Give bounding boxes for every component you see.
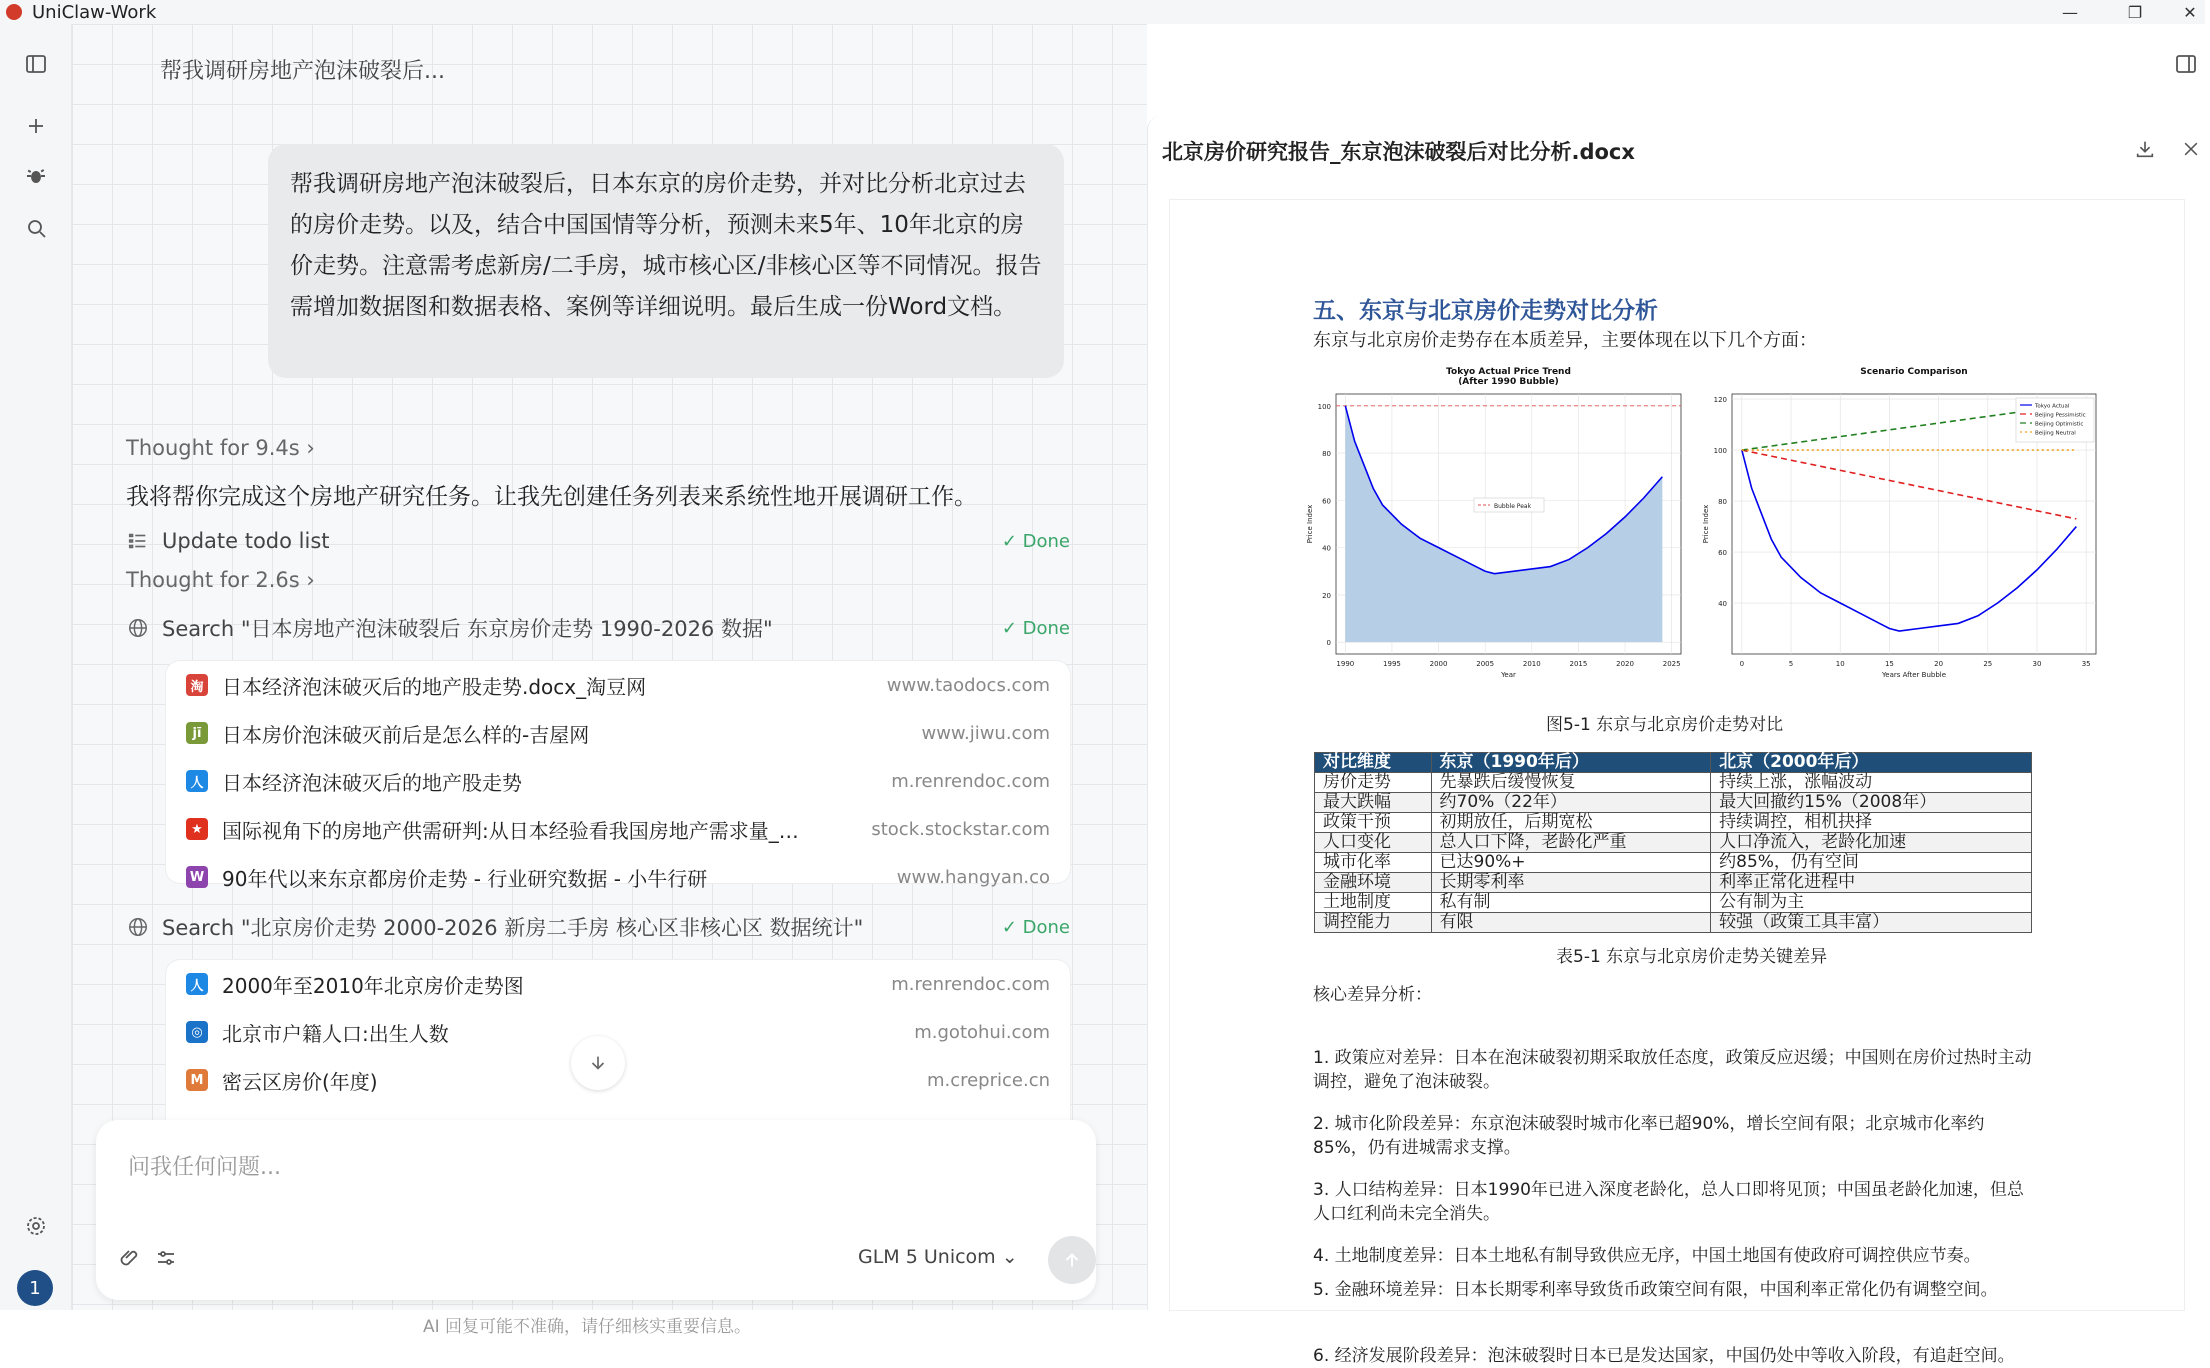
restore-icon[interactable]: ❐ <box>2127 2 2143 22</box>
x-tick-label: 2005 <box>1476 660 1495 668</box>
table-cell: 人口变化 <box>1315 833 1432 853</box>
search-result-item[interactable] <box>166 853 1070 901</box>
table-cell: 最大跌幅 <box>1315 793 1432 813</box>
table-cell: 约85%，仍有空间 <box>1711 853 2032 873</box>
table-row <box>1315 833 2032 853</box>
search-result-item[interactable] <box>166 709 1070 757</box>
search-1-done-status: ✓ Done <box>1001 617 1070 639</box>
table-cell: 初期放任，后期宽松 <box>1431 813 1711 833</box>
legend-entry: Beijing Optimistic <box>2035 421 2084 428</box>
todo-step-label: Update todo list <box>162 529 330 553</box>
table-cell: 约70%（22年） <box>1431 793 1711 813</box>
x-tick-label: 2025 <box>1662 660 1681 668</box>
table-cell: 房价走势 <box>1315 773 1432 793</box>
scroll-down-button[interactable] <box>571 1036 625 1090</box>
table-header-row <box>1315 753 2032 773</box>
x-tick-label: 30 <box>2032 660 2042 668</box>
search-result-title: 90年代以来东京都房价走势 - 行业研究数据 - 小牛行研 <box>222 866 708 891</box>
table-cell: 先暴跌后缓慢恢复 <box>1431 773 1711 793</box>
analysis-point: 3. 人口结构差异：日本1990年已进入深度老龄化，总人口即将见顶；中国虽老龄化加速，但总人口红利尚未完全消失。 <box>1313 1180 2024 1224</box>
left-rail <box>0 24 72 1310</box>
x-tick-label: 0 <box>1739 660 1745 668</box>
globe-icon <box>126 915 150 939</box>
composer <box>96 1120 1096 1300</box>
settings-gear-icon[interactable] <box>22 1212 50 1240</box>
search-step-2-label: Search "北京房价走势 2000-2026 新房二手房 核心区非核心区 数据统计" <box>162 916 864 940</box>
chat-input[interactable]: 问我任何问题... <box>128 1155 281 1180</box>
document-filename: 北京房价研究报告_东京泡沫破裂后对比分析.docx <box>1162 140 1635 164</box>
search-result-site: m.creprice.cn <box>926 1069 1050 1091</box>
table-cell: 利率正常化进程中 <box>1711 873 2032 893</box>
site-favicon-icon: 人 <box>186 770 208 792</box>
search-result-site: m.renrendoc.com <box>891 973 1050 995</box>
chat-title: 帮我调研房地产泡沫破裂后... <box>160 59 445 84</box>
table-row <box>1315 793 2032 813</box>
thought-summary-1[interactable]: Thought for 9.4s › <box>126 436 315 460</box>
y-tick-label: 80 <box>1718 498 1727 507</box>
scenario-comparison-chart <box>1700 364 2100 694</box>
document-preview-panel <box>1147 116 2205 1366</box>
legend-entry: Beijing Pessimistic <box>2035 412 2086 419</box>
y-tick-label: 120 <box>1713 396 1727 405</box>
analysis-point: 5. 金融环境差异：日本长期零利率导致货币政策空间有限，中国利率正常化仍有调整空间。 <box>1313 1280 1998 1300</box>
list-icon <box>126 529 150 553</box>
intro-paragraph: 东京与北京房价走势存在本质差异，主要体现在以下几个方面： <box>1313 330 1817 351</box>
table-row <box>1315 773 2032 793</box>
arrow-up-icon <box>1061 1249 1083 1271</box>
legend-entry: Tokyo Actual <box>2035 403 2070 410</box>
site-favicon-icon: jī <box>186 722 208 744</box>
y-tick-label: 100 <box>1317 402 1331 411</box>
search-result-site: www.hangyan.co <box>896 866 1050 888</box>
x-tick-label: 10 <box>1835 660 1845 668</box>
search-result-site: www.taodocs.com <box>886 674 1050 696</box>
search-result-site: www.jiwu.com <box>921 722 1050 744</box>
search-step-1[interactable] <box>126 611 1070 645</box>
table-cell: 有限 <box>1431 913 1711 933</box>
site-favicon-icon: 淘 <box>186 674 208 696</box>
attach-paperclip-icon[interactable] <box>116 1244 144 1272</box>
site-favicon-icon: ◎ <box>186 1021 208 1043</box>
x-tick-label: 5 <box>1788 660 1794 668</box>
table-cell: 调控能力 <box>1315 913 1432 933</box>
y-tick-label: 40 <box>1718 600 1727 609</box>
y-tick-label: 60 <box>1322 497 1331 506</box>
table-cell: 城市化率 <box>1315 853 1432 873</box>
comparison-table <box>1314 752 2032 933</box>
analysis-point: 6. 经济发展阶段差异：泡沫破裂时日本已是发达国家，中国仍处中等收入阶段，有追赶空间。 <box>1313 1346 2015 1366</box>
x-tick-label: 1995 <box>1383 660 1401 668</box>
search-step-2[interactable] <box>126 910 1070 944</box>
chat-area <box>72 24 1147 1337</box>
table-cell: 总人口下降，老龄化严重 <box>1431 833 1711 853</box>
user-avatar[interactable]: 1 <box>17 1270 53 1306</box>
panel-toggle-icon[interactable] <box>2174 52 2200 78</box>
app-title: UniClaw-Work <box>32 1 157 23</box>
sidebar-toggle-icon[interactable] <box>22 50 50 78</box>
title-bar <box>0 0 2205 24</box>
assistant-message: 我将帮你完成这个房地产研究任务。让我先创建任务列表来系统性地开展调研工作。 <box>126 484 977 510</box>
table-cell: 持续上涨，涨幅波动 <box>1711 773 2032 793</box>
table-cell: 长期零利率 <box>1431 873 1711 893</box>
site-favicon-icon: W <box>186 866 208 888</box>
user-message-bubble: 帮我调研房地产泡沫破裂后，日本东京的房价走势，并对比分析北京过去的房价走势。以及，结合中国国情等分析，预测未来5年、10年北京的房价走势。注意需考虑新房/二手房，城市核心区/非核心区等不同情况。报告需增加数据图和数据表格、案例等详细说明。最后生成一份Word文档。 <box>268 144 1064 378</box>
search-result-title: 2000年至2010年北京房价走势图 <box>222 973 524 998</box>
bug-icon[interactable] <box>22 162 50 190</box>
table-row <box>1315 913 2032 933</box>
x-tick-label: 2015 <box>1569 660 1588 668</box>
analysis-point: 1. 政策应对差异：日本在泡沫破裂初期采取放任态度，政策反应迟缓；中国则在房价过热时主动调控，避免了泡沫破裂。 <box>1313 1048 2032 1092</box>
model-selector[interactable]: GLM 5 Unicom ⌄ <box>858 1246 1018 1268</box>
disclaimer: AI 回复可能不准确，请仔细核实重要信息。 <box>423 1317 752 1337</box>
table-cell: 已达90%+ <box>1431 853 1711 873</box>
x-tick-label: 2020 <box>1616 660 1634 668</box>
tools-sliders-icon[interactable] <box>152 1244 180 1272</box>
search-result-item[interactable] <box>166 805 1070 853</box>
search-step-1-label: Search "日本房地产泡沫破裂后 东京房价走势 1990-2026 数据" <box>162 617 773 641</box>
y-tick-label: 80 <box>1322 450 1331 459</box>
x-tick-label: 2000 <box>1429 660 1448 668</box>
thought-summary-2[interactable]: Thought for 2.6s › <box>126 568 315 592</box>
table-cell: 持续调控，相机抉择 <box>1711 813 2032 833</box>
table-cell: 土地制度 <box>1315 893 1432 913</box>
search-result-site: stock.stockstar.com <box>871 818 1050 840</box>
arrow-down-icon <box>587 1052 609 1074</box>
new-chat-icon[interactable] <box>22 112 50 140</box>
minimize-icon[interactable]: — <box>2062 2 2078 22</box>
table-cell: 政策干预 <box>1315 813 1432 833</box>
x-tick-label: 25 <box>1983 660 1993 668</box>
search-result-title: 密云区房价(年度) <box>222 1069 378 1094</box>
close-window-icon[interactable]: ✕ <box>2183 2 2197 22</box>
table-cell: 最大回撤约15%（2008年） <box>1711 793 2032 813</box>
legend-entry: Bubble Peak <box>1494 503 1532 510</box>
search-result-title: 日本经济泡沫破灭后的地产股走势 <box>222 770 522 795</box>
table-header-cell: 北京（2000年后） <box>1711 753 2032 773</box>
analysis-title: 核心差异分析： <box>1313 985 1432 1005</box>
app-logo-icon <box>6 4 22 20</box>
y-axis-label: Price Index <box>1702 504 1710 544</box>
site-favicon-icon: M <box>186 1069 208 1091</box>
search-result-title: 国际视角下的房地产供需研判:从日本经验看我国房地产需求量_… <box>222 818 799 843</box>
search-result-item[interactable] <box>166 661 1070 709</box>
search-result-title: 日本经济泡沫破灭后的地产股走势.docx_淘豆网 <box>222 674 647 699</box>
search-2-done-status: ✓ Done <box>1001 916 1070 938</box>
table-row <box>1315 813 2032 833</box>
analysis-point: 2. 城市化阶段差异：东京泡沫破裂时城市化率已超90%，增长空间有限；北京城市化率约85%，仍有进城需求支撑。 <box>1313 1114 1985 1158</box>
table-row <box>1315 853 2032 873</box>
x-axis-label: Year <box>1501 671 1516 679</box>
site-favicon-icon: 人 <box>186 973 208 995</box>
search-result-title: 日本房价泡沫破灭前后是怎么样的-吉屋网 <box>222 722 590 747</box>
table-cell: 金融环境 <box>1315 873 1432 893</box>
table-row <box>1315 893 2032 913</box>
x-tick-label: 20 <box>1934 660 1944 668</box>
close-panel-icon[interactable] <box>2178 136 2204 162</box>
table-header-cell: 东京（1990年后） <box>1431 753 1711 773</box>
y-tick-label: 0 <box>1326 639 1331 648</box>
legend-entry: Beijing Neutral <box>2035 430 2076 437</box>
x-tick-label: 15 <box>1884 660 1894 668</box>
send-button[interactable] <box>1048 1236 1096 1284</box>
search-result-site: m.gotohui.com <box>914 1021 1050 1043</box>
tokyo-trend-chart <box>1308 364 1688 694</box>
table-cell: 公有制为主 <box>1711 893 2032 913</box>
y-tick-label: 60 <box>1718 549 1727 558</box>
x-axis-label: Years After Bubble <box>1881 671 1947 679</box>
table-cell: 人口净流入，老龄化加速 <box>1711 833 2032 853</box>
search-result-site: m.renrendoc.com <box>891 770 1050 792</box>
todo-step[interactable] <box>126 524 1070 558</box>
y-tick-label: 20 <box>1322 591 1331 600</box>
chart-title: Scenario Comparison <box>1860 367 1968 377</box>
search-result-title: 北京市户籍人口:出生人数 <box>222 1021 449 1046</box>
x-tick-label: 2010 <box>1522 660 1541 668</box>
analysis-point: 4. 土地制度差异：日本土地私有制导致供应无序，中国土地国有使政府可调控供应节奏。 <box>1313 1246 1981 1266</box>
site-favicon-icon: ★ <box>186 818 208 840</box>
x-tick-label: 35 <box>2081 660 2091 668</box>
table-header-cell: 对比维度 <box>1315 753 1432 773</box>
x-tick-label: 1990 <box>1336 660 1355 668</box>
download-icon[interactable] <box>2132 136 2158 162</box>
table-cell: 私有制 <box>1431 893 1711 913</box>
chart-title: (After 1990 Bubble) <box>1458 377 1559 387</box>
document-page <box>1170 200 2184 1366</box>
y-axis-label: Price Index <box>1306 504 1314 544</box>
search-results-1 <box>166 661 1070 891</box>
table-cell: 较强（政策工具丰富） <box>1711 913 2032 933</box>
section-heading: 五、东京与北京房价走势对比分析 <box>1313 298 1658 324</box>
globe-icon <box>126 616 150 640</box>
todo-done-status: ✓ Done <box>1001 530 1070 552</box>
search-result-item[interactable] <box>166 960 1070 1008</box>
y-tick-label: 100 <box>1713 447 1727 456</box>
figure-caption: 图5-1 东京与北京房价走势对比 <box>1546 715 1784 735</box>
table-caption: 表5-1 东京与北京房价走势关键差异 <box>1556 947 1828 967</box>
search-result-item[interactable] <box>166 757 1070 805</box>
table-row <box>1315 873 2032 893</box>
search-icon[interactable] <box>22 214 50 242</box>
chart-title: Tokyo Actual Price Trend <box>1446 367 1571 377</box>
y-tick-label: 40 <box>1322 544 1331 553</box>
